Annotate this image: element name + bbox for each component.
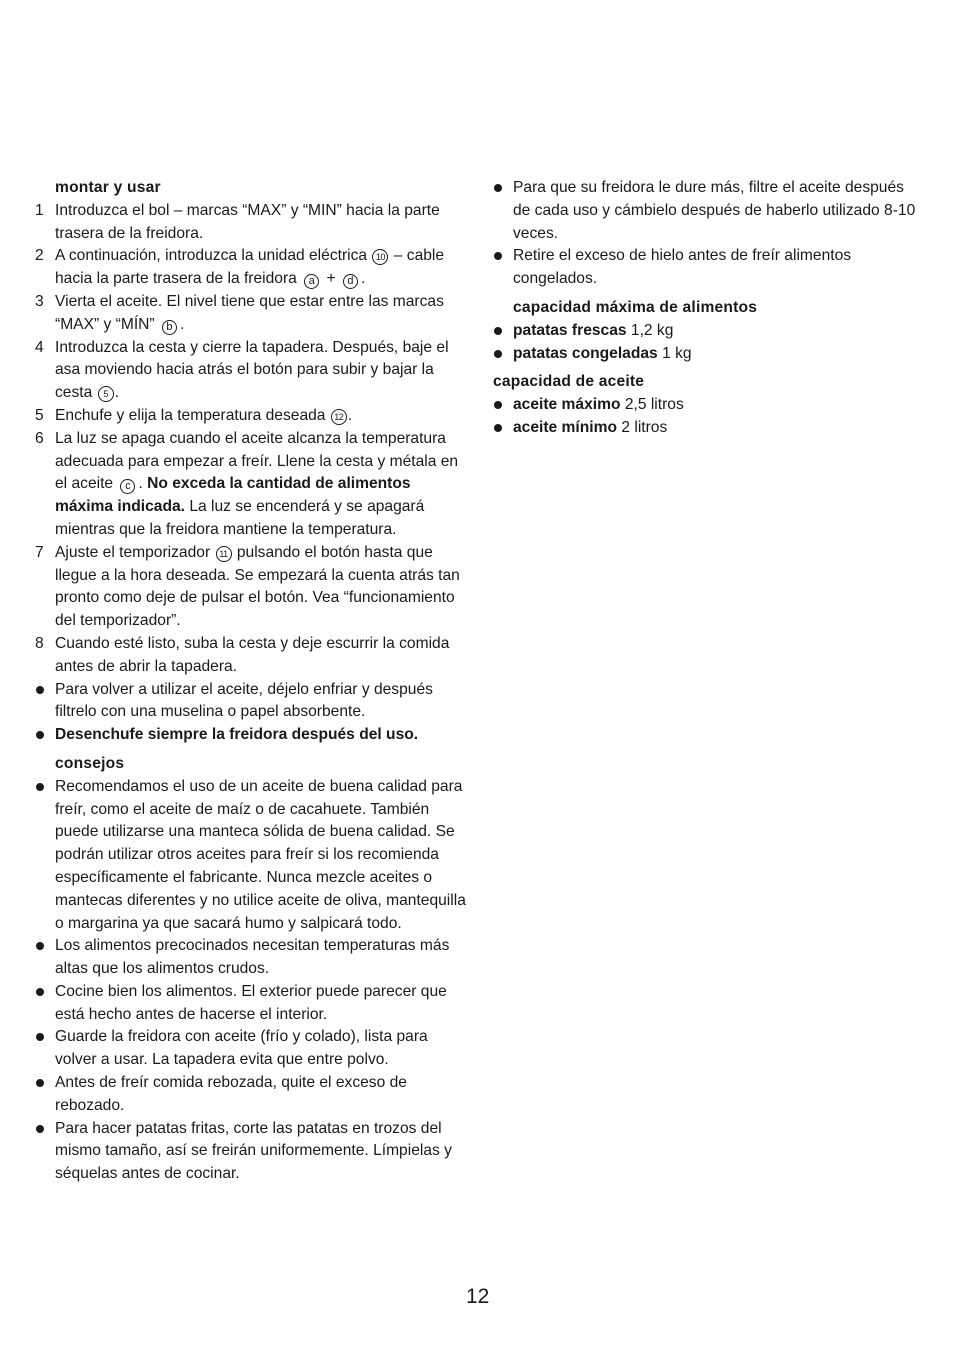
step-number: 7 — [35, 543, 44, 561]
step-text: . — [347, 406, 353, 424]
step-text: Enchufe y elija la temperatura deseada — [55, 406, 326, 424]
capacity-item — [493, 417, 918, 440]
callout-10-icon: 10 — [372, 249, 388, 265]
tip-text: Cocine bien los alimentos. El exterior puede parecer que está hecho antes de hacerse el interior. — [55, 982, 447, 1023]
callout-d-icon: d — [343, 274, 358, 289]
step-8 — [35, 633, 467, 679]
bullet-icon — [494, 184, 502, 192]
step-text: Vierta el aceite. El nivel tiene que estar entre las marcas “MAX” y “MÍN” — [55, 292, 444, 333]
tip-item — [35, 1118, 467, 1186]
bullet-text: Para que su freidora le dure más, filtre el aceite después de cada uso y cámbielo después de haberlo utilizado 8-10 veces. — [513, 179, 916, 242]
bullet-icon — [494, 424, 502, 432]
step-text: Introduzca la cesta y cierre la tapadera. Después, baje el asa moviendo hacia atrás el botón para subir y bajar la cesta — [55, 338, 449, 402]
tip-text: Para hacer patatas fritas, corte las patatas en trozos del mismo tamaño, así se freirán uniformemente. Límpielas y séquelas antes de cocinar. — [55, 1119, 452, 1183]
step-7 — [35, 542, 467, 633]
montar-heading: montar y usar — [55, 179, 161, 196]
step-2 — [35, 245, 467, 291]
capacity-item — [493, 320, 918, 343]
capacidad-aceite-heading: capacidad de aceite — [493, 373, 645, 391]
bullet-icon — [36, 988, 44, 996]
step-text: Introduzca el bol – marcas “MAX” y “MIN” hacia la parte trasera de la freidora. — [55, 201, 440, 242]
tip-text: Antes de freír comida rebozada, quite el exceso de rebozado. — [55, 1074, 407, 1114]
bullet-icon — [36, 942, 44, 950]
step-6 — [35, 428, 467, 542]
step-number: 8 — [35, 634, 44, 652]
step-number: 3 — [35, 292, 44, 310]
callout-5-icon: 5 — [98, 386, 114, 402]
step-text: Cuando esté listo, suba la cesta y deje escurrir la comida antes de abrir la tapadera. — [55, 634, 450, 675]
step-warning: No exceda la cantidad de alimentos máxima indicada. — [55, 475, 411, 516]
capacity-label: aceite máximo — [513, 396, 621, 414]
bullet-icon — [494, 327, 502, 335]
capacity-item — [493, 394, 918, 417]
step-text: – cable hacia la parte trasera de la freidora — [55, 247, 445, 288]
callout-c-icon: c — [120, 479, 135, 494]
step-text: Ajuste el temporizador — [55, 543, 211, 561]
step-3 — [35, 291, 467, 337]
step-text: . — [138, 475, 143, 493]
step-text: A continuación, introduzca la unidad eléctrica — [55, 247, 368, 265]
bullet-text-bold: Desenchufe siempre la freidora después del uso. — [55, 726, 419, 744]
step-number: 5 — [35, 406, 44, 424]
bullet-icon — [36, 1033, 44, 1041]
capacidad-alimentos-heading: capacidad máxima de alimentos — [513, 298, 758, 316]
step-4 — [35, 337, 467, 405]
step-text: La luz se apaga cuando el aceite alcanza la temperatura adecuada para empezar a freír. Llene la cesta y métala en el aceite — [55, 429, 459, 493]
bullet-icon — [494, 401, 502, 409]
bullet-icon — [36, 1079, 44, 1087]
bullet-item — [35, 679, 467, 725]
capacity-value: 1 kg — [662, 344, 692, 362]
step-text: pulsando el botón hasta que llegue a la hora deseada. Se empezará la cuenta atrás tan pronto como deje de pulsar el botón. Vea “funcionamiento del temporizador”. — [55, 543, 460, 630]
capacity-value: 2,5 litros — [624, 396, 684, 414]
capacity-value: 2 litros — [621, 418, 668, 436]
tip-item — [35, 935, 467, 981]
step-1 — [35, 200, 467, 246]
step-text: . — [114, 384, 119, 402]
bullet-icon — [36, 686, 44, 694]
bullet-item — [493, 177, 918, 245]
capacity-value: 1,2 kg — [630, 321, 674, 339]
step-text: . — [179, 315, 185, 333]
capacity-label: patatas congeladas — [513, 344, 658, 362]
step-text: La luz se encenderá y se apagará mientras que la freidora mantiene la temperatura. — [55, 498, 425, 538]
callout-12-icon: 12 — [331, 409, 347, 425]
step-number: 6 — [35, 429, 44, 447]
bullet-item — [35, 724, 467, 747]
bullet-text: Para volver a utilizar el aceite, déjelo enfriar y después filtrelo con una muselina o papel absorbente. — [55, 680, 433, 721]
bullet-icon — [36, 1125, 44, 1133]
capacity-label: patatas frescas — [513, 321, 627, 339]
tip-text: Recomendamos el uso de un aceite de buena calidad para freír, como el aceite de maíz o de cacahuete. También puede utilizarse una manteca sólida de buena calidad. Se podrán utilizar otros aceites para freír si los recomienda específicamente el fabricante. Nunca mezcle aceites o mantecas diferentes y no utilice aceite de oliva, mantequilla o margarina ya que sacará humo y salpicará todo. — [55, 777, 466, 932]
step-text: . — [360, 270, 366, 288]
bullet-item — [493, 245, 918, 291]
step-number: 4 — [35, 338, 44, 356]
tip-item — [35, 981, 467, 1027]
bullet-text: Retire el exceso de hielo antes de freír alimentos congelados. — [513, 247, 852, 288]
consejos-heading: consejos — [55, 754, 125, 772]
step-number: 1 — [35, 201, 44, 219]
page-number: 12 — [466, 1285, 490, 1308]
tip-item — [35, 1026, 467, 1072]
bullet-icon — [36, 783, 44, 791]
callout-b-icon: b — [162, 320, 177, 335]
right-column — [493, 177, 918, 440]
bullet-icon — [494, 252, 502, 260]
step-5 — [35, 405, 467, 428]
step-number: 2 — [35, 247, 44, 265]
capacity-item — [493, 343, 918, 366]
step-text: + — [326, 270, 336, 288]
tip-item — [35, 1072, 467, 1118]
callout-11-icon: 11 — [216, 546, 232, 562]
left-column — [35, 177, 467, 1186]
bullet-icon — [494, 350, 502, 358]
tip-text: Guarde la freidora con aceite (frío y colado), lista para volver a usar. La tapadera evita que entre polvo. — [55, 1028, 428, 1069]
callout-a-icon: a — [304, 274, 319, 289]
capacity-label: aceite mínimo — [513, 418, 617, 436]
tip-text: Los alimentos precocinados necesitan temperaturas más altas que los alimentos crudos. — [55, 937, 450, 978]
tip-item — [35, 776, 467, 936]
bullet-icon — [36, 731, 44, 739]
